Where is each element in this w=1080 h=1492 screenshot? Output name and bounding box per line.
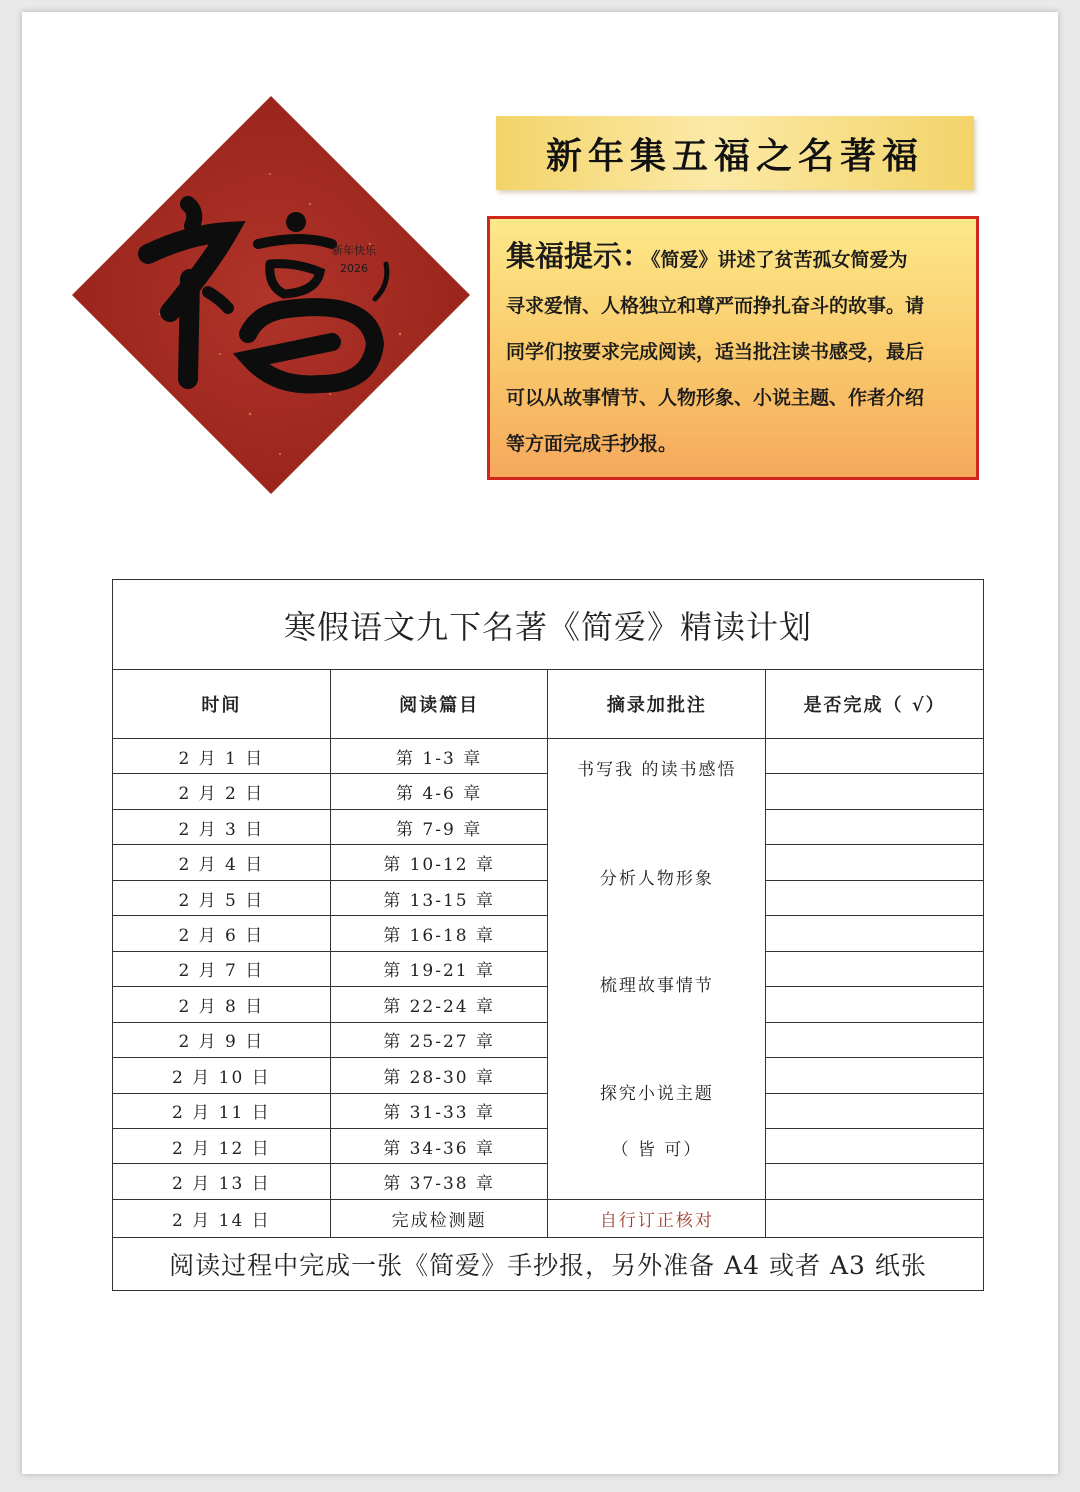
row-date: 2 月 8 日 <box>113 987 331 1022</box>
note-reflection: 书写我 的读书感悟 <box>577 760 737 780</box>
note-plot: 梳理故事情节 <box>599 976 714 996</box>
row-date: 2 月 7 日 <box>113 951 331 986</box>
row-check-cell[interactable] <box>766 845 984 880</box>
row-check-cell[interactable] <box>766 774 984 809</box>
row-check-cell[interactable] <box>766 1093 984 1128</box>
row-date: 2 月 3 日 <box>113 809 331 844</box>
row-check-cell[interactable] <box>766 951 984 986</box>
note-character: 分析人物形象 <box>599 869 714 889</box>
reading-plan-table <box>112 579 984 1291</box>
row-chapters: 第 7-9 章 <box>330 809 548 844</box>
row-chapters: 第 31-33 章 <box>330 1093 548 1128</box>
fu-diamond-svg <box>70 94 472 496</box>
row-chapters: 第 22-24 章 <box>330 987 548 1022</box>
row-chapters: 第 37-38 章 <box>330 1164 548 1200</box>
row-check-cell[interactable] <box>766 739 984 774</box>
table-footer-row <box>113 1238 984 1291</box>
row-date: 2 月 10 日 <box>113 1058 331 1093</box>
row-date: 2 月 9 日 <box>113 1022 331 1057</box>
row-date: 2 月 11 日 <box>113 1093 331 1128</box>
row-chapters: 第 25-27 章 <box>330 1022 548 1057</box>
fu-diamond-image <box>70 94 472 496</box>
row-chapters: 第 28-30 章 <box>330 1058 548 1093</box>
fu-diamond-shape <box>72 96 470 494</box>
hint-line-5: 等方面完成手抄报。 <box>506 433 678 455</box>
header-date: 时间 <box>113 670 331 739</box>
row-chapters: 第 34-36 章 <box>330 1128 548 1163</box>
row-date: 2 月 4 日 <box>113 845 331 880</box>
row-check-cell[interactable] <box>766 1200 984 1238</box>
row-chapters: 第 16-18 章 <box>330 916 548 951</box>
hint-line-3: 同学们按要求完成阅读，适当批注读书感受，最后 <box>506 341 925 363</box>
table-title: 寒假语文九下名著《简爱》精读计划 <box>113 580 984 670</box>
row-check-cell[interactable] <box>766 809 984 844</box>
table-row-last <box>113 1200 984 1238</box>
row-chapters: 第 13-15 章 <box>330 880 548 915</box>
row-note-self-correct: 自行订正核对 <box>548 1200 766 1238</box>
row-date: 2 月 14 日 <box>113 1200 331 1238</box>
header-annotation: 摘录加批注 <box>548 670 766 739</box>
banner-title: 新年集五福之名著福 <box>545 134 924 177</box>
hint-label: 集福提示： <box>506 239 652 273</box>
row-check-cell[interactable] <box>766 880 984 915</box>
hint-line-2: 寻求爱情、人格独立和尊严而挣扎奋斗的故事。请 <box>506 295 925 317</box>
row-chapters: 第 1-3 章 <box>330 739 548 774</box>
table-footer: 阅读过程中完成一张《简爱》手抄报，另外准备 A4 或者 A3 纸张 <box>113 1238 984 1291</box>
hint-line-1 <box>506 233 958 283</box>
row-date: 2 月 12 日 <box>113 1128 331 1163</box>
row-date: 2 月 1 日 <box>113 739 331 774</box>
table-header-row <box>113 670 984 739</box>
row-chapters: 完成检测题 <box>330 1200 548 1238</box>
row-check-cell[interactable] <box>766 1128 984 1163</box>
note-theme: 探究小说主题 <box>599 1084 714 1104</box>
hint-line-4: 可以从故事情节、人物形象、小说主题、作者介绍 <box>506 387 925 409</box>
row-date: 2 月 2 日 <box>113 774 331 809</box>
row-check-cell[interactable] <box>766 987 984 1022</box>
header-completed: 是否完成（ √） <box>766 670 984 739</box>
row-date: 2 月 5 日 <box>113 880 331 915</box>
hint-box <box>487 216 979 480</box>
row-date: 2 月 6 日 <box>113 916 331 951</box>
table-row <box>113 739 984 774</box>
title-banner <box>496 116 974 190</box>
row-chapters: 第 4-6 章 <box>330 774 548 809</box>
fu-year: 2026 <box>340 262 368 275</box>
row-chapters: 第 19-21 章 <box>330 951 548 986</box>
row-chapters: 第 10-12 章 <box>330 845 548 880</box>
row-check-cell[interactable] <box>766 916 984 951</box>
row-check-cell[interactable] <box>766 1022 984 1057</box>
note-any: （ 皆 可） <box>611 1140 703 1160</box>
header-chapters: 阅读篇目 <box>330 670 548 739</box>
row-check-cell[interactable] <box>766 1058 984 1093</box>
fu-greeting: 新年快乐 <box>332 244 376 257</box>
row-date: 2 月 13 日 <box>113 1164 331 1200</box>
hint-text-1: 《简爱》讲述了贫苦孤女简爱为 <box>651 249 908 271</box>
row-check-cell[interactable] <box>766 1164 984 1200</box>
annotation-cell <box>548 739 766 1200</box>
